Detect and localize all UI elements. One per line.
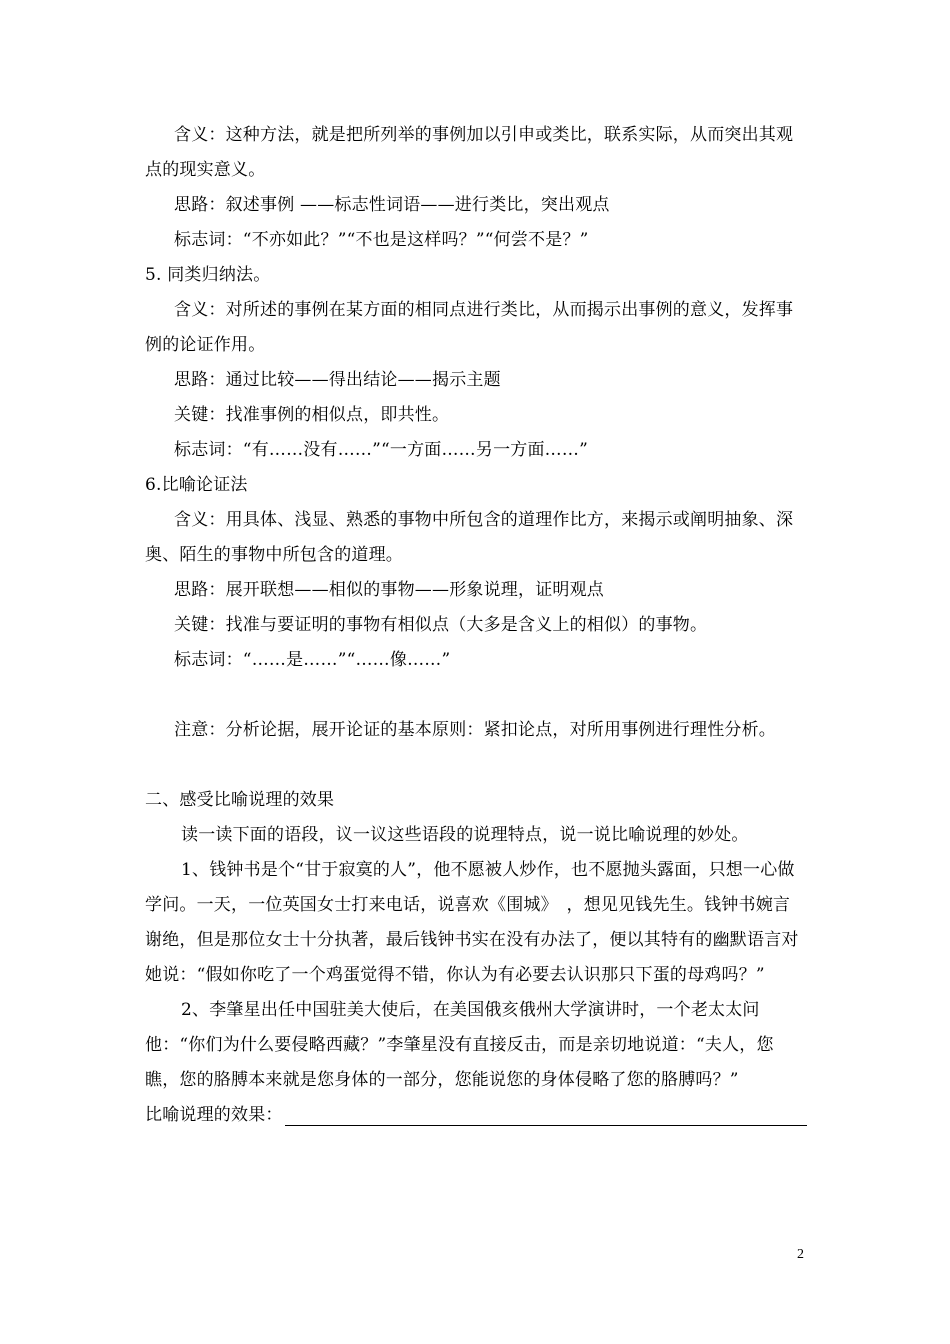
method5-key: 关键：找准事例的相似点，即共性。 <box>174 405 450 425</box>
method4-idea: 思路：叙述事例 ——标志性词语——进行类比，突出观点 <box>174 195 610 215</box>
effect-answer-line <box>145 1098 807 1133</box>
method6-markers: 标志词：“……是……”“……像……” <box>174 650 451 670</box>
effect-answer-blank[interactable] <box>285 1101 807 1126</box>
section-two-instruction: 读一读下面的语段，议一议这些语段的说理特点，说一说比喻说理的妙处。 <box>181 825 749 845</box>
page-number: 2 <box>797 1247 804 1262</box>
method5-heading: 5. 同类归纳法。 <box>145 265 271 285</box>
spacer <box>145 748 807 783</box>
method5-idea: 思路：通过比较——得出结论——揭示主题 <box>174 370 501 390</box>
method6-meaning: 含义：用具体、浅显、熟悉的事物中所包含的道理作比方，来揭示或阐明抽象、深奥、陌生的事物中所包含的道理。 <box>145 510 794 565</box>
document-body <box>145 118 807 1133</box>
section-two-heading: 二、感受比喻说理的效果 <box>145 790 335 810</box>
method4-markers: 标志词：“不亦如此？”“不也是这样吗？”“何尝不是？” <box>174 230 589 250</box>
method5-meaning: 含义：对所述的事例在某方面的相同点进行类比，从而揭示出事例的意义，发挥事例的论证作用。 <box>145 300 794 355</box>
effect-label: 比喻说理的效果： <box>145 1105 283 1125</box>
method5-markers: 标志词：“有……没有……”“一方面……另一方面……” <box>174 440 588 460</box>
passage-1: 1、钱钟书是个“甘于寂寞的人”，他不愿被人炒作，也不愿抛头露面，只想一心做学问。一天，一位英国女士打来电话，说喜欢《围城》 ，想见见钱先生。钱钟书婉言谢绝，但是那位女士十分执著，最后钱钟书实在没有办法了，便以其特有的幽默语言对她说：“假如你吃了一个鸡蛋觉得不错，你认为有必要去认识那只下蛋的母鸡吗？” <box>145 860 799 985</box>
method4-meaning: 含义：这种方法，就是把所列举的事例加以引申或类比，联系实际，从而突出其观点的现实意义。 <box>145 125 794 180</box>
method6-idea: 思路：展开联想——相似的事物——形象说理，证明观点 <box>174 580 604 600</box>
spacer <box>145 678 807 713</box>
method6-heading: 6.比喻论证法 <box>145 475 248 495</box>
method6-key: 关键：找准与要证明的事物有相似点（大多是含义上的相似）的事物。 <box>174 615 708 635</box>
note-paragraph: 注意：分析论据，展开论证的基本原则：紧扣论点，对所用事例进行理性分析。 <box>174 720 776 740</box>
passage-2: 2、李肇星出任中国驻美大使后，在美国俄亥俄州大学演讲时，一个老太太问他：“你们为什么要侵略西藏？”李肇星没有直接反击，而是亲切地说道：“夫人，您瞧，您的胳膊本来就是您身体的一部分，您能说您的身体侵略了您的胳膊吗？” <box>145 1000 774 1090</box>
